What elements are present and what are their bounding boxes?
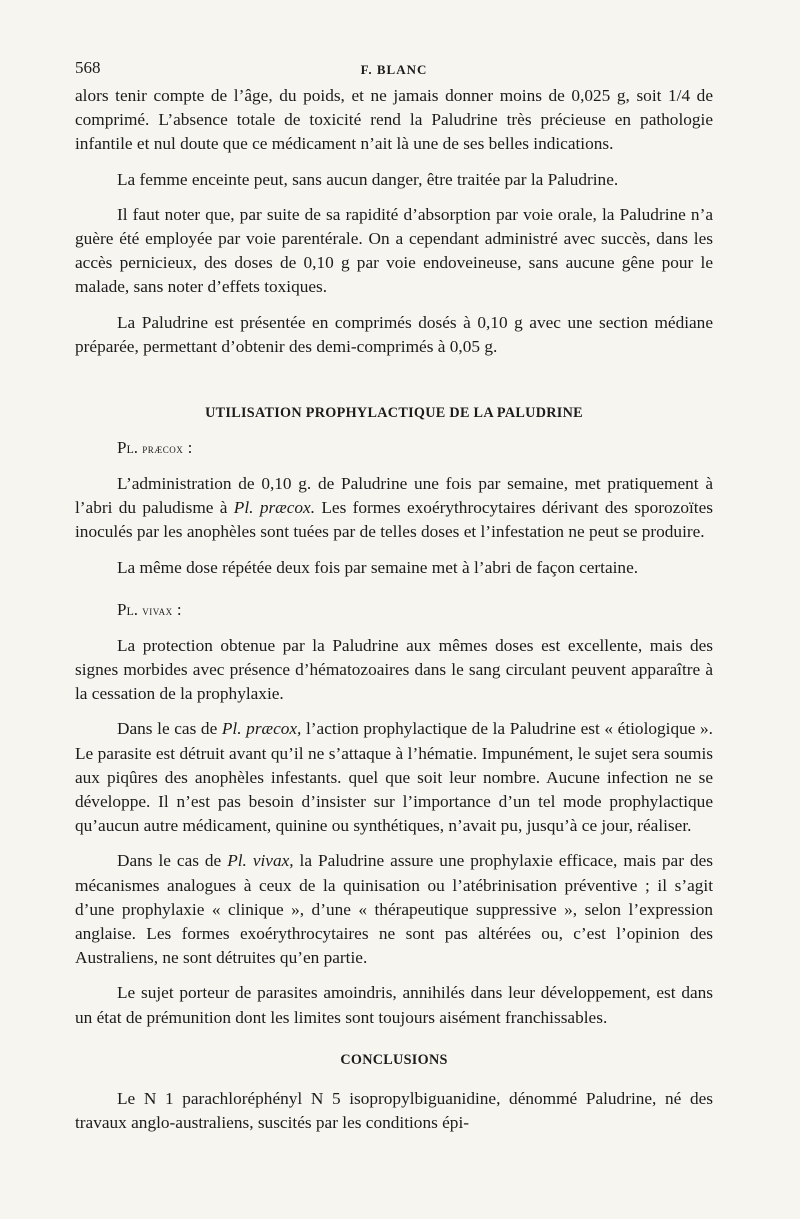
subheading-abbr: Pl.	[117, 438, 139, 458]
subheading-vivax	[75, 598, 713, 623]
subheading-name: præcox	[142, 441, 184, 457]
paragraph	[75, 717, 713, 838]
paragraph: alors tenir compte de l’âge, du poids, et ne jamais donner moins de 0,025 g, soit 1/4 de comprimé. L’absence totale de toxicité rend la Paludrine très précieuse en pathologie infantile et nul doute que ce médicament n’ait là une de ses belles indications.	[75, 86, 713, 154]
subheading-name: vivax	[142, 602, 173, 618]
species-name: Pl. vivax,	[227, 851, 294, 871]
section-heading-prophylaxis: UTILISATION PROPHYLACTIQUE DE LA PALUDRINE	[205, 405, 583, 422]
page-header	[75, 52, 713, 84]
text-run: Les formes exoérythrocytaires dérivant des sporozoïtes inoculés par les anophèles sont tuées par de telles doses et l’infestation ne peut se produire.	[75, 498, 713, 542]
text-run: L’administration de 0,10 g. de Paludrine une fois par semaine, met pratiquement à l’abri du paludisme à	[75, 474, 713, 518]
paragraph: Le N 1 parachloréphényl N 5 isopropylbiguanidine, dénommé Paludrine, né des travaux anglo-australiens, suscités par les conditions épi-	[75, 1088, 713, 1133]
paragraph: Le sujet porteur de parasites amoindris, annihilés dans leur développement, est dans un état de prémunition dont les limites sont toujours aisément franchissables.	[75, 983, 713, 1027]
subheading-colon: :	[183, 438, 193, 458]
paragraph: La femme enceinte peut, sans aucun danger, être traitée par la Paludrine.	[117, 169, 619, 189]
paragraph: Il faut noter que, par suite de sa rapidité d’absorption par voie orale, la Paludrine n’a guère été employée par voie parentérale. On a cependant administré avec succès, dans les accès pernicieux, des doses de 0,10 g par voie endoveineuse, sans aucune gêne pour le malade, sans noter d’effets toxiques.	[75, 204, 713, 297]
paragraph: La protection obtenue par la Paludrine aux mêmes doses est excellente, mais des signes morbides avec présence d’hématozoaires dans le sang circulant peuvent apparaître à la cessation de la prophylaxie.	[75, 635, 713, 704]
text-run: Dans le cas de	[117, 851, 228, 871]
page-number: 568	[75, 58, 101, 77]
paragraph	[75, 472, 713, 545]
running-head: F. BLANC	[360, 62, 428, 77]
text-run: la Paludrine assure une prophylaxie efficace, mais par des mécanismes analogues à ceux de la quinisation ou l’atébrinisation préventive ; il s’agit d’une prophylaxie « clinique », d’une « thérapeutique suppressive », selon l’expression anglaise. Les formes exoérythrocytaires ne sont pas altérées ou, c’est l’opinion des Australiens, ne sont détruites qu’en partie.	[75, 851, 713, 968]
text-run: l’action prophylactique de la Paludrine est « étiologique ». Le parasite est détruit avant qu’il ne s’attaque à l’hématie. Impunément, le sujet sera soumis aux piqûres des anophèles infestants. quel que soit leur nombre. Aucune infection ne se développe. Il n’est pas besoin d’insister sur l’importance d’un tel mode prophylactique qu’aucun autre médicament, quinine ou synthétiques, n’avait pu, jusqu’à ce jour, réaliser.	[75, 719, 713, 836]
paragraph: La même dose répétée deux fois par semaine met à l’abri de façon certaine.	[117, 557, 639, 577]
subheading-abbr: Pl.	[117, 599, 139, 619]
text-run: Dans le cas de	[117, 719, 222, 739]
species-name: Pl. præcox,	[221, 719, 302, 739]
section-heading-conclusions: CONCLUSIONS	[340, 1051, 448, 1068]
page	[75, 52, 713, 1135]
paragraph: La Paludrine est présentée en comprimés dosés à 0,10 g avec une section médiane préparée, permettant d’obtenir des demi-comprimés à 0,05 g.	[75, 312, 713, 356]
paragraph	[75, 849, 713, 970]
subheading-colon: :	[172, 599, 182, 619]
species-name: Pl. præcox.	[233, 498, 316, 518]
subheading-praecox	[75, 436, 713, 461]
